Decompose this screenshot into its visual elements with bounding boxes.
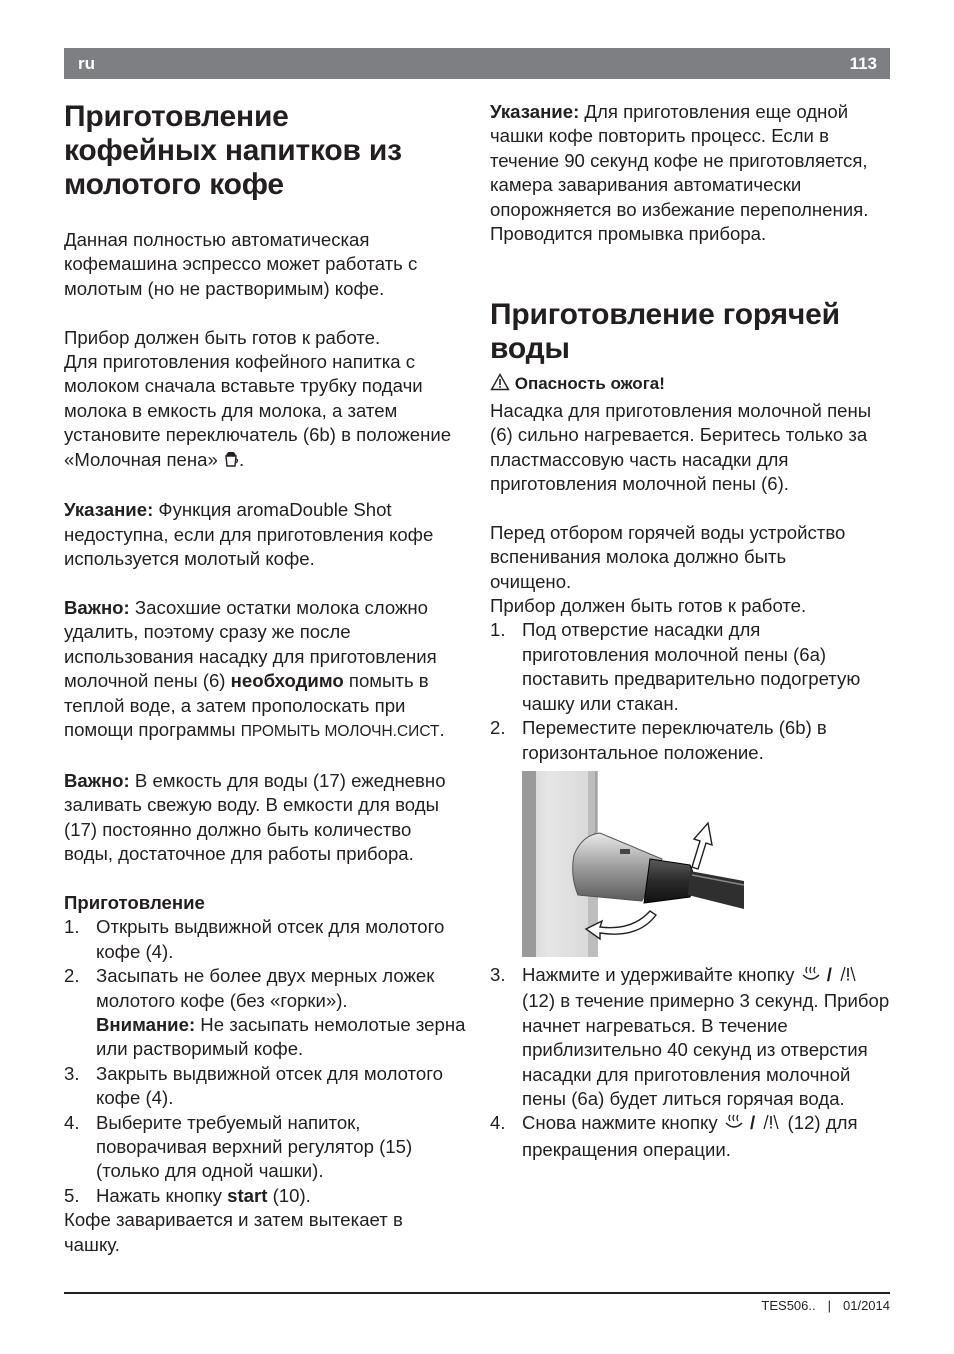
left-column xyxy=(64,100,474,1257)
hot-water-icon xyxy=(800,965,822,989)
note-label-right: Указание: xyxy=(490,101,580,122)
button-slash: / xyxy=(744,1112,761,1134)
important-label-2: Важно: xyxy=(64,769,130,791)
step-text: Переместите переключатель (6b) в горизонтальное положение. xyxy=(522,717,827,763)
intro-paragraph: Данная полностью автоматическая кофемашина эспрессо может работать с молотым (но не растворимым) кофе. xyxy=(64,229,418,299)
step-text: Снова нажмите кнопку xyxy=(522,1112,723,1134)
step-number: 3. xyxy=(490,963,506,985)
note-repeat xyxy=(490,100,885,246)
danger-text: Насадка для приготовления молочной пены (6) сильно нагревается. Беритесь только за пластмассовую часть насадки для приготовления молочной пены (6). xyxy=(490,399,872,495)
danger-label: Опасность ожога! xyxy=(514,374,665,394)
step-text-end: (10). xyxy=(267,1184,311,1206)
print-date: 01/2014 xyxy=(843,1298,890,1313)
step-number: 4. xyxy=(490,1112,506,1134)
steam-nozzle-illustration xyxy=(522,771,744,957)
hot-water-steps-2 xyxy=(490,963,890,1162)
before-paragraph: Перед отбором горячей воды устройство вспенивания молока должно быть очищено. xyxy=(490,521,846,592)
list-item xyxy=(64,915,474,964)
step-number: 2. xyxy=(490,717,506,739)
section-title-ground-coffee: Приготовление кофейных напитков из молотого кофе xyxy=(64,100,402,201)
ready-paragraph-right: Прибор должен быть готов к работе. xyxy=(490,595,807,617)
list-item xyxy=(64,1111,474,1184)
warning-triangle-icon xyxy=(490,373,510,398)
section-title-hot-water: Приготовление горячей воды xyxy=(490,298,840,366)
note-text: Функция aromaDouble Shot недоступна, если для приготовления кофе используется молотый кофе. xyxy=(64,499,434,570)
descale-icon xyxy=(760,1113,782,1137)
step-text: Закрыть выдвижной отсек для молотого кофе (4). xyxy=(96,1062,443,1109)
model-number: TES506.. xyxy=(761,1298,816,1313)
list-item xyxy=(490,716,890,765)
step-number: 3. xyxy=(64,1062,80,1084)
program-name: ПРОМЫТЬ МОЛОЧН.СИСТ xyxy=(240,723,440,741)
important-milk: Важно: Засохшие остатки молока сложно удалить, поэтому сразу же после использования насадку для приготовления молочной пены (6) необходимо помыть в теплой воде, а затем прополоскать при помощи программы ПРОМЫТЬ МОЛОЧН.СИСТ. xyxy=(64,597,445,741)
important-label: Важно: xyxy=(64,597,130,619)
important-water-text: В емкость для воды (17) ежедневно заливать свежую воду. В емкости для воды (17) постоянно должно быть количество воды, достаточное для работы прибора. xyxy=(64,769,446,865)
step-warning-text: Не засыпать немолотые зерна или растворимый кофе. xyxy=(96,1013,466,1060)
ready-paragraph: Прибор должен быть готов к работе. xyxy=(64,326,381,348)
list-item xyxy=(490,618,890,716)
important-water xyxy=(64,769,464,867)
button-slash: / xyxy=(821,963,838,985)
hot-water-icon xyxy=(723,1113,745,1137)
step-number: 2. xyxy=(64,965,80,987)
step-number: 1. xyxy=(490,619,506,641)
milk-foam-icon xyxy=(223,450,239,474)
important-bold: необходимо xyxy=(230,670,344,692)
step-text: Нажать кнопку xyxy=(96,1184,228,1206)
header-bar xyxy=(64,48,890,79)
list-item xyxy=(64,1184,474,1208)
step-number: 5. xyxy=(64,1184,80,1206)
page-number: 113 xyxy=(849,54,877,73)
language-code: ru xyxy=(78,54,95,73)
right-column xyxy=(490,100,890,1162)
note-repeat-text: Для приготовления еще одной чашки кофе повторить процесс. Если в течение 90 секунд кофе не приготовляется, камера заваривания автоматически опорожняется во избежание переполнения. Проводится промывка прибора. xyxy=(490,101,869,245)
prep-steps xyxy=(64,915,474,1208)
danger-heading xyxy=(490,372,890,398)
prep-heading: Приготовление xyxy=(64,891,205,913)
list-item xyxy=(64,1062,474,1111)
hot-water-steps xyxy=(490,618,890,764)
step-text: Выберите требуемый напиток, поворачивая верхний регулятор (15) (только для одной чашки). xyxy=(96,1111,413,1182)
footer-separator: | xyxy=(827,1298,831,1313)
step-text: Открыть выдвижной отсек для молотого кофе (4). xyxy=(96,916,445,962)
step-number: 1. xyxy=(64,916,80,938)
step-number: 4. xyxy=(64,1111,80,1133)
footer-rule xyxy=(64,1292,890,1294)
outro-paragraph: Кофе заваривается и затем вытекает в чашку. xyxy=(64,1209,403,1255)
step-text-end: (12) в течение примерно 3 секунд. Прибор начнет нагреваться. В течение приблизительно 40 секунд из отверстия насадки для приготовления молочной пены (6a) будет литься горячая вода. xyxy=(522,990,890,1109)
note-label: Указание: xyxy=(64,499,154,521)
important-text: Засохшие остатки молока сложно удалить, поэтому сразу же после использования насадку для приготовления молочной пены (6) xyxy=(64,597,437,692)
descale-icon xyxy=(837,965,859,989)
step-text-end: (12) для прекращения операции. xyxy=(522,1112,858,1160)
list-item xyxy=(64,964,474,1062)
important-text-2: помыть в теплой воде, а затем прополоскать при помощи программы xyxy=(64,670,429,741)
list-item xyxy=(490,963,890,1111)
step-text: Нажмите и удерживайте кнопку xyxy=(522,963,800,985)
milk-paragraph: Для приготовления кофейного напитка с молоком сначала вставьте трубку подачи молока в емкость для молока, а затем установите переключатель (6b) в положение «Молочная пена» . xyxy=(64,350,464,474)
start-label: start xyxy=(227,1184,268,1206)
step-text: Засыпать не более двух мерных ложек молотого кофе (без «горки»). xyxy=(96,965,435,1011)
note-aroma xyxy=(64,498,464,571)
milk-text: Для приготовления кофейного напитка с молоком сначала вставьте трубку подачи молока в емкость для молока, а затем установите переключатель (6b) в положение «Молочная пена» xyxy=(64,351,452,470)
step-warning-label: Внимание: xyxy=(96,1013,196,1035)
list-item xyxy=(490,1111,890,1162)
footer xyxy=(761,1298,890,1313)
step-text: Под отверстие насадки для приготовления молочной пены (6a) поставить предварительно подогретую чашку или стакан. xyxy=(522,619,861,714)
